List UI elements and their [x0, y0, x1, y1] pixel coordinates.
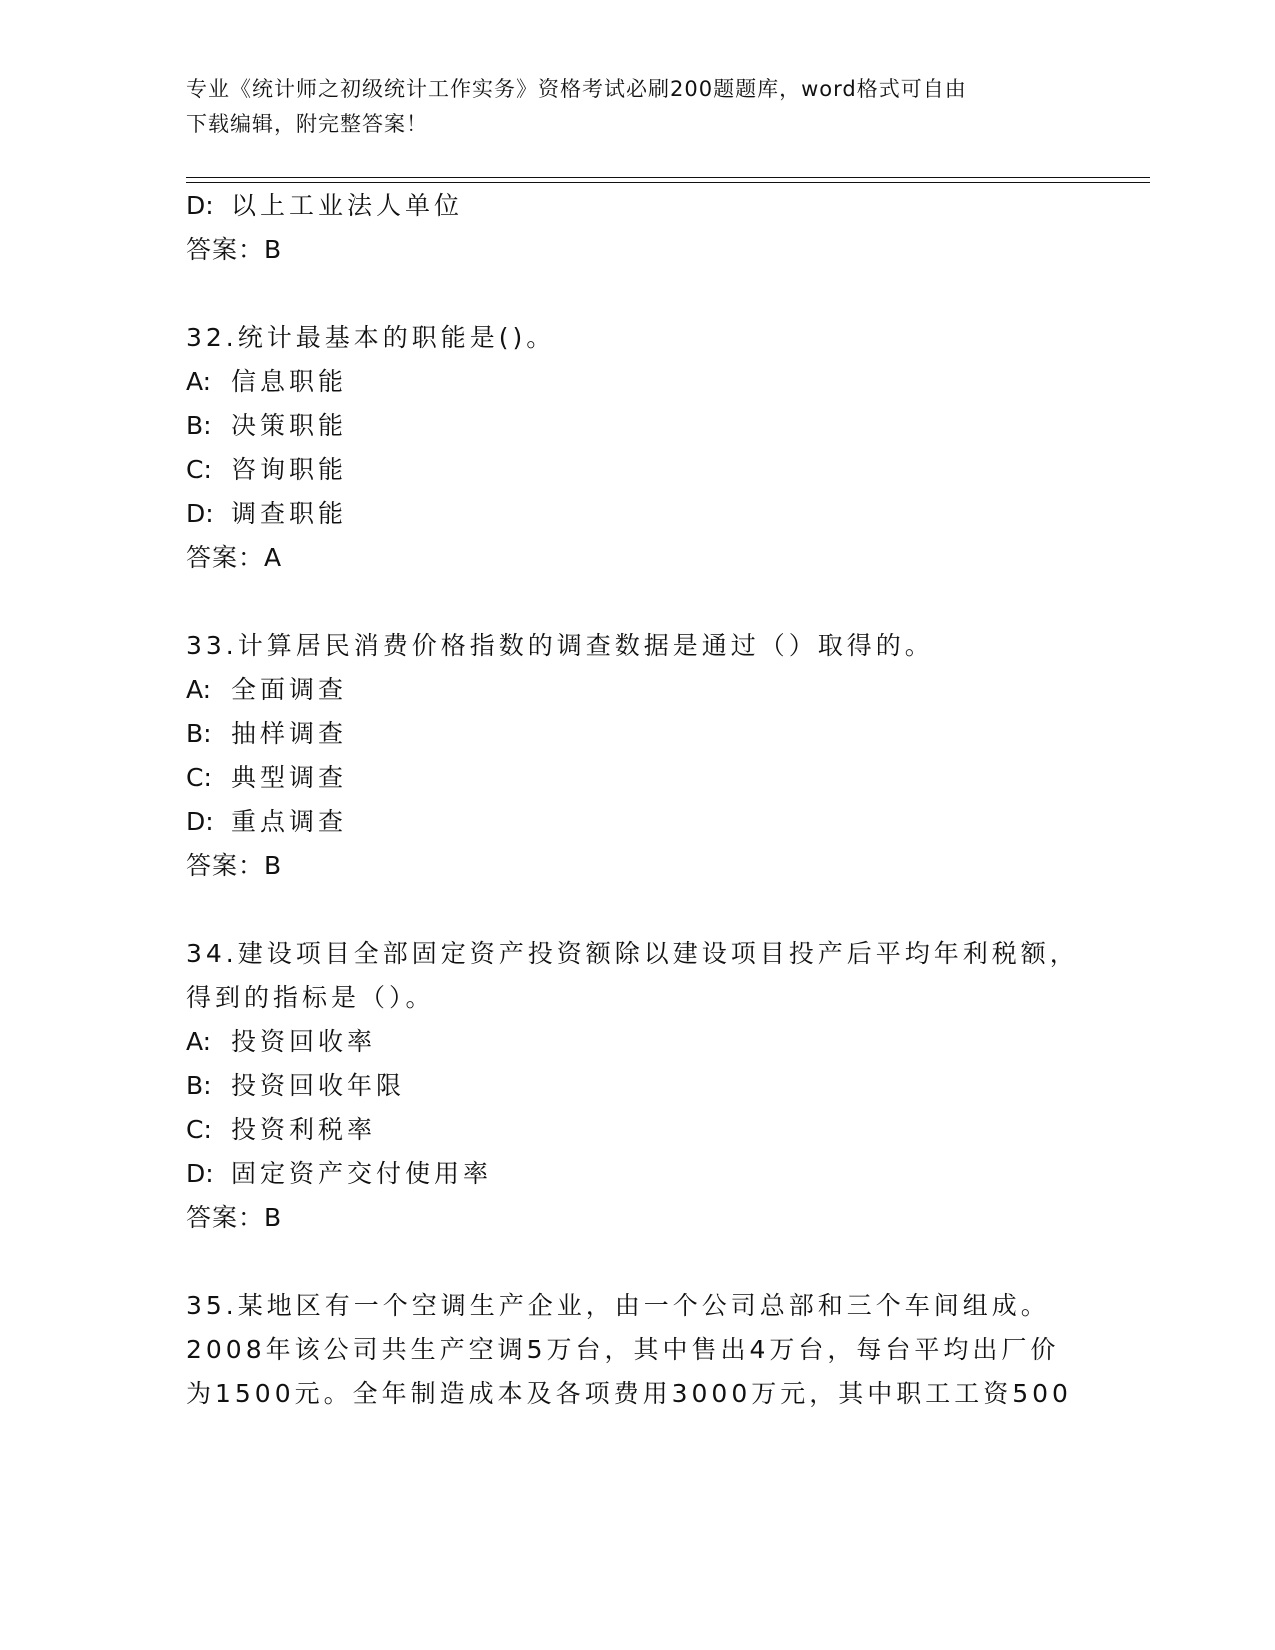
answer-line: 答案：B [186, 235, 283, 264]
option-letter: D: [186, 807, 214, 836]
option-text: 信息职能 [231, 367, 348, 396]
option-text: 全面调查 [231, 675, 348, 704]
option-text: 重点调查 [231, 807, 348, 836]
question-line: 32.统计最基本的职能是()。 [186, 323, 556, 352]
option-line [186, 411, 347, 441]
option-line [186, 1159, 492, 1189]
option-line [186, 499, 347, 529]
option-letter: C: [186, 1115, 212, 1144]
question-line: 为1500元。全年制造成本及各项费用3000万元，其中职工工资500 [186, 1379, 1072, 1408]
header-line-1: 专业《统计师之初级统计工作实务》资格考试必刷200题题库，word格式可自由 [186, 77, 967, 101]
option-text: 投资回收率 [231, 1027, 377, 1056]
option-line [186, 191, 463, 221]
question-line: 35.某地区有一个空调生产企业，由一个公司总部和三个车间组成。 [186, 1291, 1050, 1320]
answer-line: 答案：B [186, 851, 283, 880]
question-line: 得到的指标是（）。 [186, 983, 435, 1012]
option-text: 投资利税率 [231, 1115, 377, 1144]
question-line: 34.建设项目全部固定资产投资额除以建设项目投产后平均年利税额， [186, 939, 1079, 968]
answer-line: 答案：A [186, 543, 283, 572]
option-line [186, 1071, 405, 1101]
option-line [186, 455, 347, 485]
option-text: 固定资产交付使用率 [231, 1159, 493, 1188]
option-letter: C: [186, 455, 212, 484]
option-line [186, 763, 347, 793]
option-text: 典型调查 [231, 763, 348, 792]
option-letter: D: [186, 1159, 214, 1188]
option-text: 调查职能 [231, 499, 348, 528]
option-line [186, 1027, 376, 1057]
header-line-2: 下载编辑，附完整答案！ [186, 112, 428, 136]
option-line [186, 367, 347, 397]
option-line [186, 807, 347, 837]
header-divider-top [186, 177, 1150, 178]
option-letter: A: [186, 367, 212, 396]
option-letter: B: [186, 1071, 212, 1100]
option-letter: B: [186, 719, 212, 748]
document-header [186, 72, 1066, 142]
option-letter: B: [186, 411, 212, 440]
option-letter: D: [186, 499, 214, 528]
option-letter: A: [186, 1027, 212, 1056]
option-letter: D: [186, 191, 214, 220]
option-line [186, 675, 347, 705]
question-line: 2008年该公司共生产空调5万台，其中售出4万台，每台平均出厂价 [186, 1335, 1060, 1364]
option-text: 决策职能 [231, 411, 348, 440]
option-text: 抽样调查 [231, 719, 348, 748]
option-letter: C: [186, 763, 212, 792]
option-line [186, 719, 347, 749]
option-letter: A: [186, 675, 212, 704]
question-line: 33.计算居民消费价格指数的调查数据是通过（）取得的。 [186, 631, 934, 660]
header-divider-bottom [186, 182, 1150, 183]
option-line [186, 1115, 376, 1145]
option-text: 投资回收年限 [231, 1071, 406, 1100]
option-text: 咨询职能 [231, 455, 348, 484]
option-text: 以上工业法人单位 [231, 191, 464, 220]
answer-line: 答案：B [186, 1203, 283, 1232]
